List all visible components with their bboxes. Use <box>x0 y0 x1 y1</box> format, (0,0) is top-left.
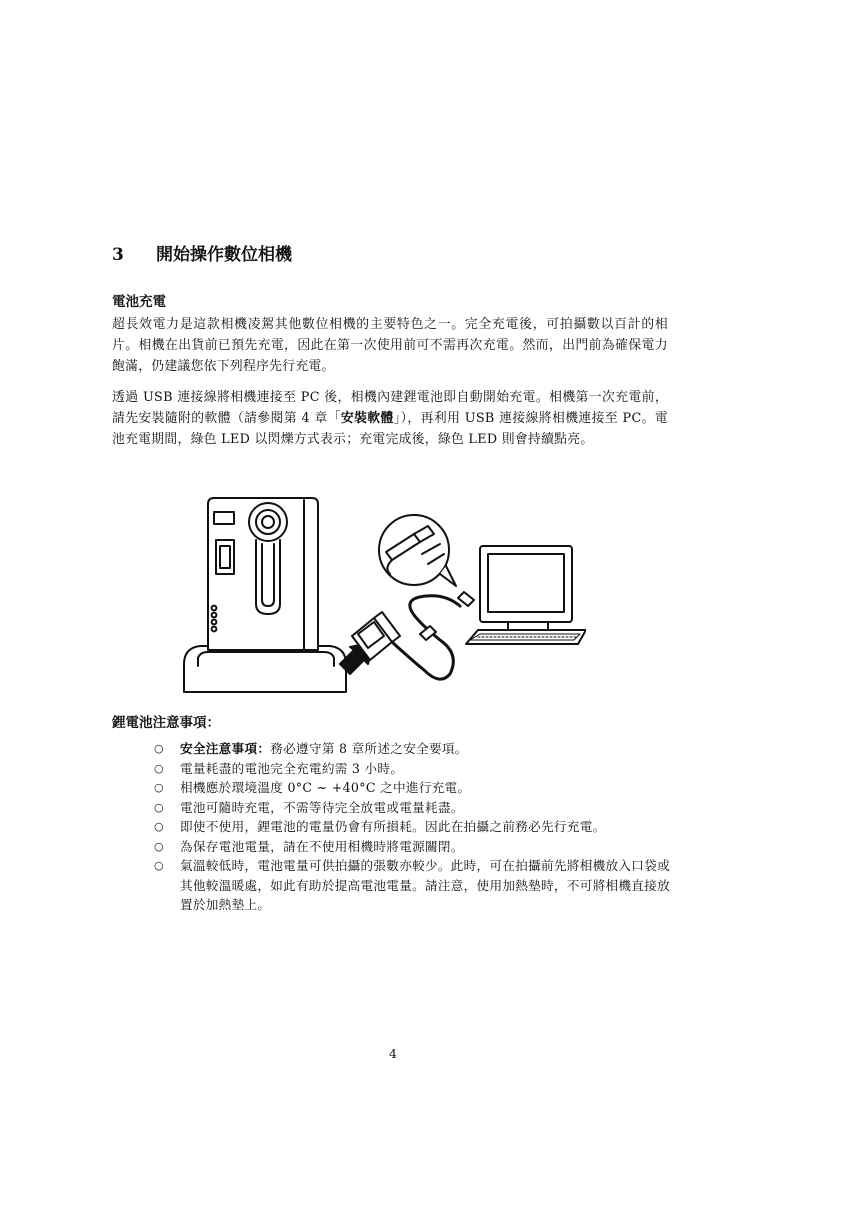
camera-usb-connection-illustration <box>178 494 586 702</box>
list-item-text: 電池可隨時充電，不需等待完全放電或電量耗盡。 <box>180 799 464 815</box>
chapter-number: 3 <box>112 245 124 265</box>
paragraph-battery-intro: 超長效電力是這款相機凌駕其他數位相機的主要特色之一。完全充電後，可拍攝數以百計的相片。相機在出貨前已預先充電，因此在第一次使用前可不需再次充電。然而，出門前為確保電力飽滿，仍建議您依下列程序先行充電。 <box>112 317 668 374</box>
list-item <box>154 759 670 779</box>
list-item <box>154 739 670 759</box>
list-item <box>154 837 670 857</box>
list-item-text: 氣溫較低時，電池電量可供拍攝的張數亦較少。此時，可在拍攝前先將相機放入口袋或其他較溫暖處，如此有助於提高電池電量。請注意，使用加熱墊時，不可將相機直接放置於加熱墊上。 <box>180 858 670 912</box>
bullet-icon: ○ <box>154 820 164 833</box>
bullet-icon: ○ <box>154 859 164 872</box>
install-software-ref: 安裝軟體 <box>340 411 394 426</box>
list-item <box>154 778 670 798</box>
list-item-text: 即使不使用，鋰電池的電量仍會有所損耗。因此在拍攝之前務必先行充電。 <box>180 819 606 834</box>
list-item-text: 務必遵守第 8 章所述之安全要項。 <box>270 741 468 756</box>
section-title-battery-charging: 電池充電 <box>112 294 166 310</box>
paragraph-usb-charging <box>112 387 668 450</box>
list-item <box>154 856 670 915</box>
bullet-icon: ○ <box>154 761 164 775</box>
list-item-text: 電量耗盡的電池完全充電約需 3 小時。 <box>180 760 404 776</box>
chapter-title: 開始操作數位相機 <box>156 245 292 265</box>
pc-monitor <box>480 546 572 622</box>
list-item <box>154 798 670 818</box>
list-item <box>154 817 670 837</box>
bullet-icon: ○ <box>154 781 164 794</box>
list-item-bold: 安全注意事項： <box>180 741 271 756</box>
chapter-heading <box>112 240 292 265</box>
page-number: 4 <box>389 1046 397 1061</box>
list-item-text: 為保存電池電量，請在不使用相機時將電源關閉。 <box>180 838 464 854</box>
paragraph-usb-text-1: 透過 USB 連接線將相機連接至 PC 後，相機內建鋰電池即自動開始充電。相機第一次充電前，請先安裝隨附的軟體（請參閱第 4 章「 <box>112 390 668 426</box>
battery-notes-list <box>154 739 670 915</box>
list-item-text: 相機應於環境溫度 0°C ~ +40°C 之中進行充電。 <box>180 780 471 795</box>
bullet-icon: ○ <box>154 742 164 755</box>
paragraph-usb-text-2: 」），再利用 USB 連接線將相機連接至 PC。電池充電期間，綠色 LED 以閃爍方式表示；充電完成後，綠色 LED 則會持續點亮。 <box>112 411 668 447</box>
section-title-battery-notes: 鋰電池注意事項： <box>112 715 220 731</box>
bullet-icon: ○ <box>154 839 164 853</box>
bullet-icon: ○ <box>154 800 164 814</box>
